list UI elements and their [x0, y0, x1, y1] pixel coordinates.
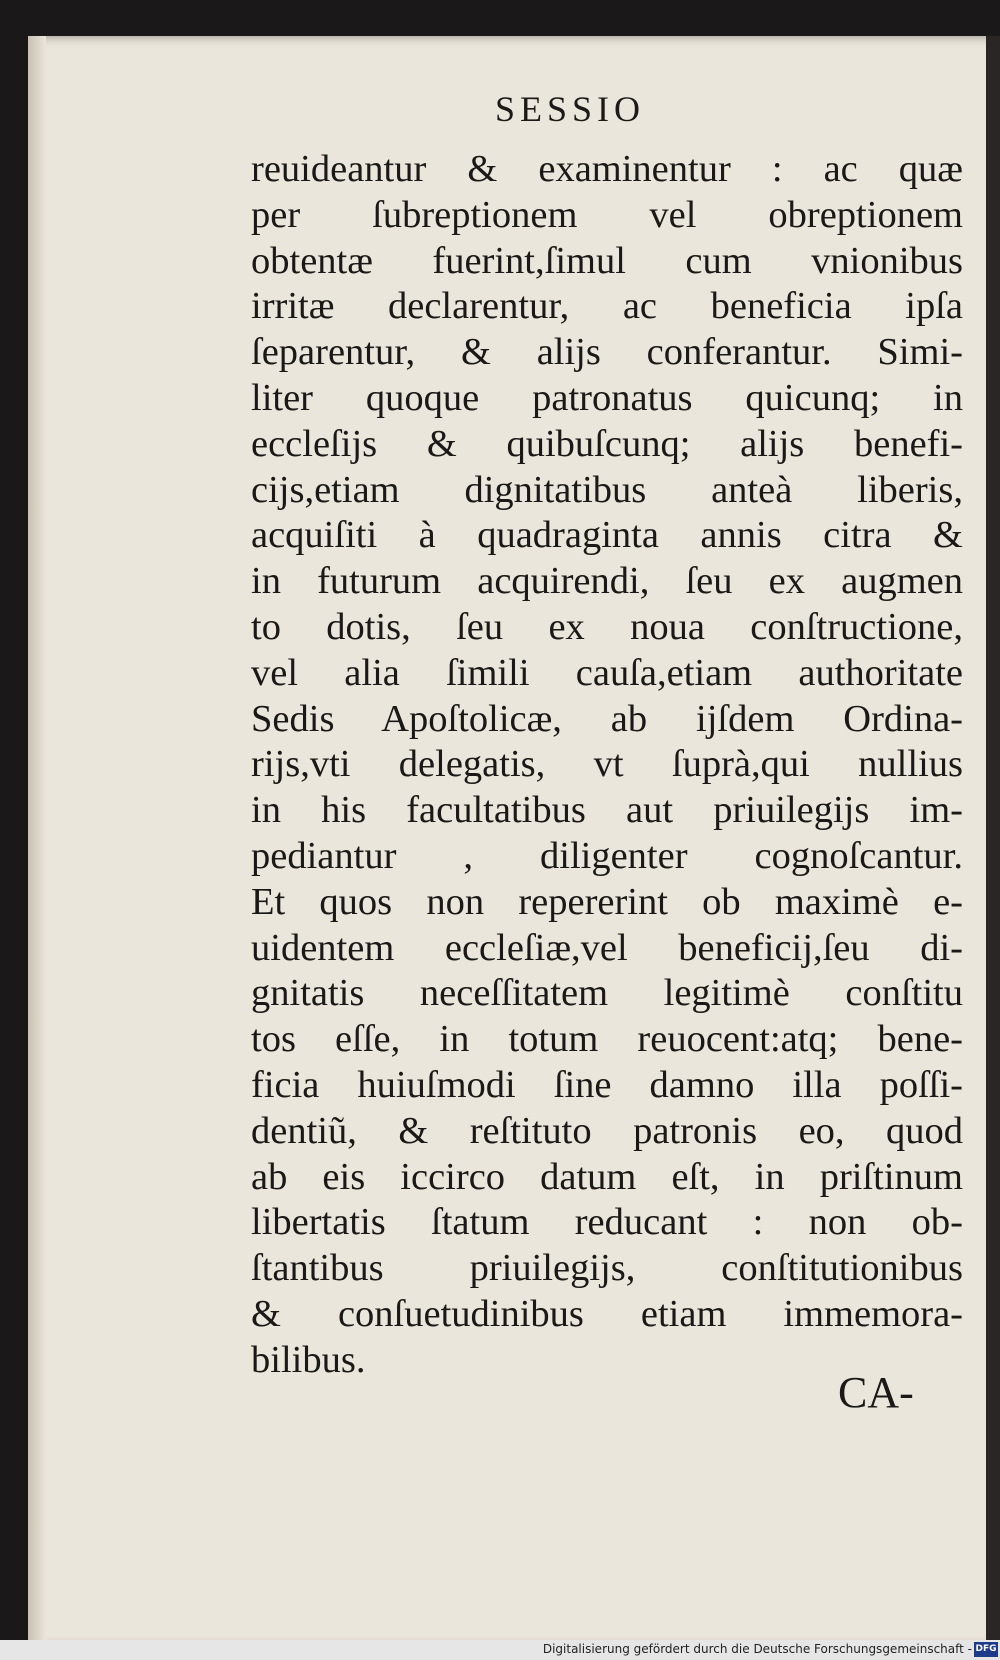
funding-credit: Digitalisierung gefördert durch die Deutsche Forschungsgemeinschaft - — [542, 1642, 972, 1656]
page-edge — [986, 36, 1000, 1640]
gutter-shadow — [28, 36, 46, 1640]
text-line: libertatis ſtatum reducant : non ob- — [251, 1201, 963, 1244]
text-line: cijs,etiam dignitatibus anteà liberis, — [251, 468, 963, 511]
text-line: Sedis Apoſtolicæ, ab ijſdem Ordina- — [251, 697, 963, 740]
text-line: pediantur , diligenter cognoſcantur. — [251, 834, 963, 877]
text-line: Et quos non repererint ob maximè e- — [251, 880, 963, 923]
text-line: tos eſſe, in totum reuocent:atq; bene- — [251, 1018, 963, 1061]
credit-bar — [0, 1640, 1000, 1660]
text-line: to dotis, ſeu ex noua conſtructione, — [251, 605, 963, 648]
dfg-logo-icon: DFG — [974, 1642, 998, 1657]
text-line: ficia huiuſmodi ſine damno illa poſſi- — [251, 1063, 963, 1106]
text-line: acquiſiti à quadraginta annis citra & — [251, 514, 963, 557]
text-line: ſeparentur, & alijs conferantur. Simi- — [251, 331, 963, 374]
text-line: obtentæ fuerint,ſimul cum vnionibus — [251, 239, 963, 282]
text-line: liter quoque patronatus quicunq; in — [251, 376, 963, 419]
text-line: reuideantur & examinentur : ac quæ — [251, 148, 963, 190]
text-line: ſtantibus priuilegijs, conſtitutionibus — [251, 1247, 963, 1290]
text-line: in his facultatibus aut priuilegijs im- — [251, 789, 963, 832]
text-line: & conſuetudinibus etiam immemora- — [251, 1292, 963, 1335]
text-line: gnitatis neceſſitatem legitimè conſtitu — [251, 972, 963, 1015]
text-line: in futurum acquirendi, ſeu ex augmen — [251, 560, 963, 603]
text-line: per ſubreptionem vel obreptionem — [251, 193, 963, 236]
text-line: uidentem eccleſiæ,vel beneficij,ſeu di- — [251, 926, 963, 969]
running-head: SESSIO — [494, 89, 646, 129]
catchword: CA- — [838, 1368, 914, 1417]
text-block — [251, 147, 963, 1384]
text-line: irritæ declarentur, ac beneficia ipſa — [251, 285, 963, 328]
text-line: eccleſijs & quibuſcunq; alijs benefi- — [251, 422, 963, 465]
text-line: vel alia ſimili cauſa,etiam authoritate — [251, 651, 963, 694]
text-line: dentiũ, & reſtituto patronis eo, quod — [251, 1109, 963, 1152]
text-line: bilibus. — [251, 1338, 366, 1381]
text-line: rijs,vti delegatis, vt ſuprà,qui nullius — [251, 743, 963, 786]
text-line: ab eis iccirco datum eſt, in priſtinum — [251, 1155, 963, 1198]
